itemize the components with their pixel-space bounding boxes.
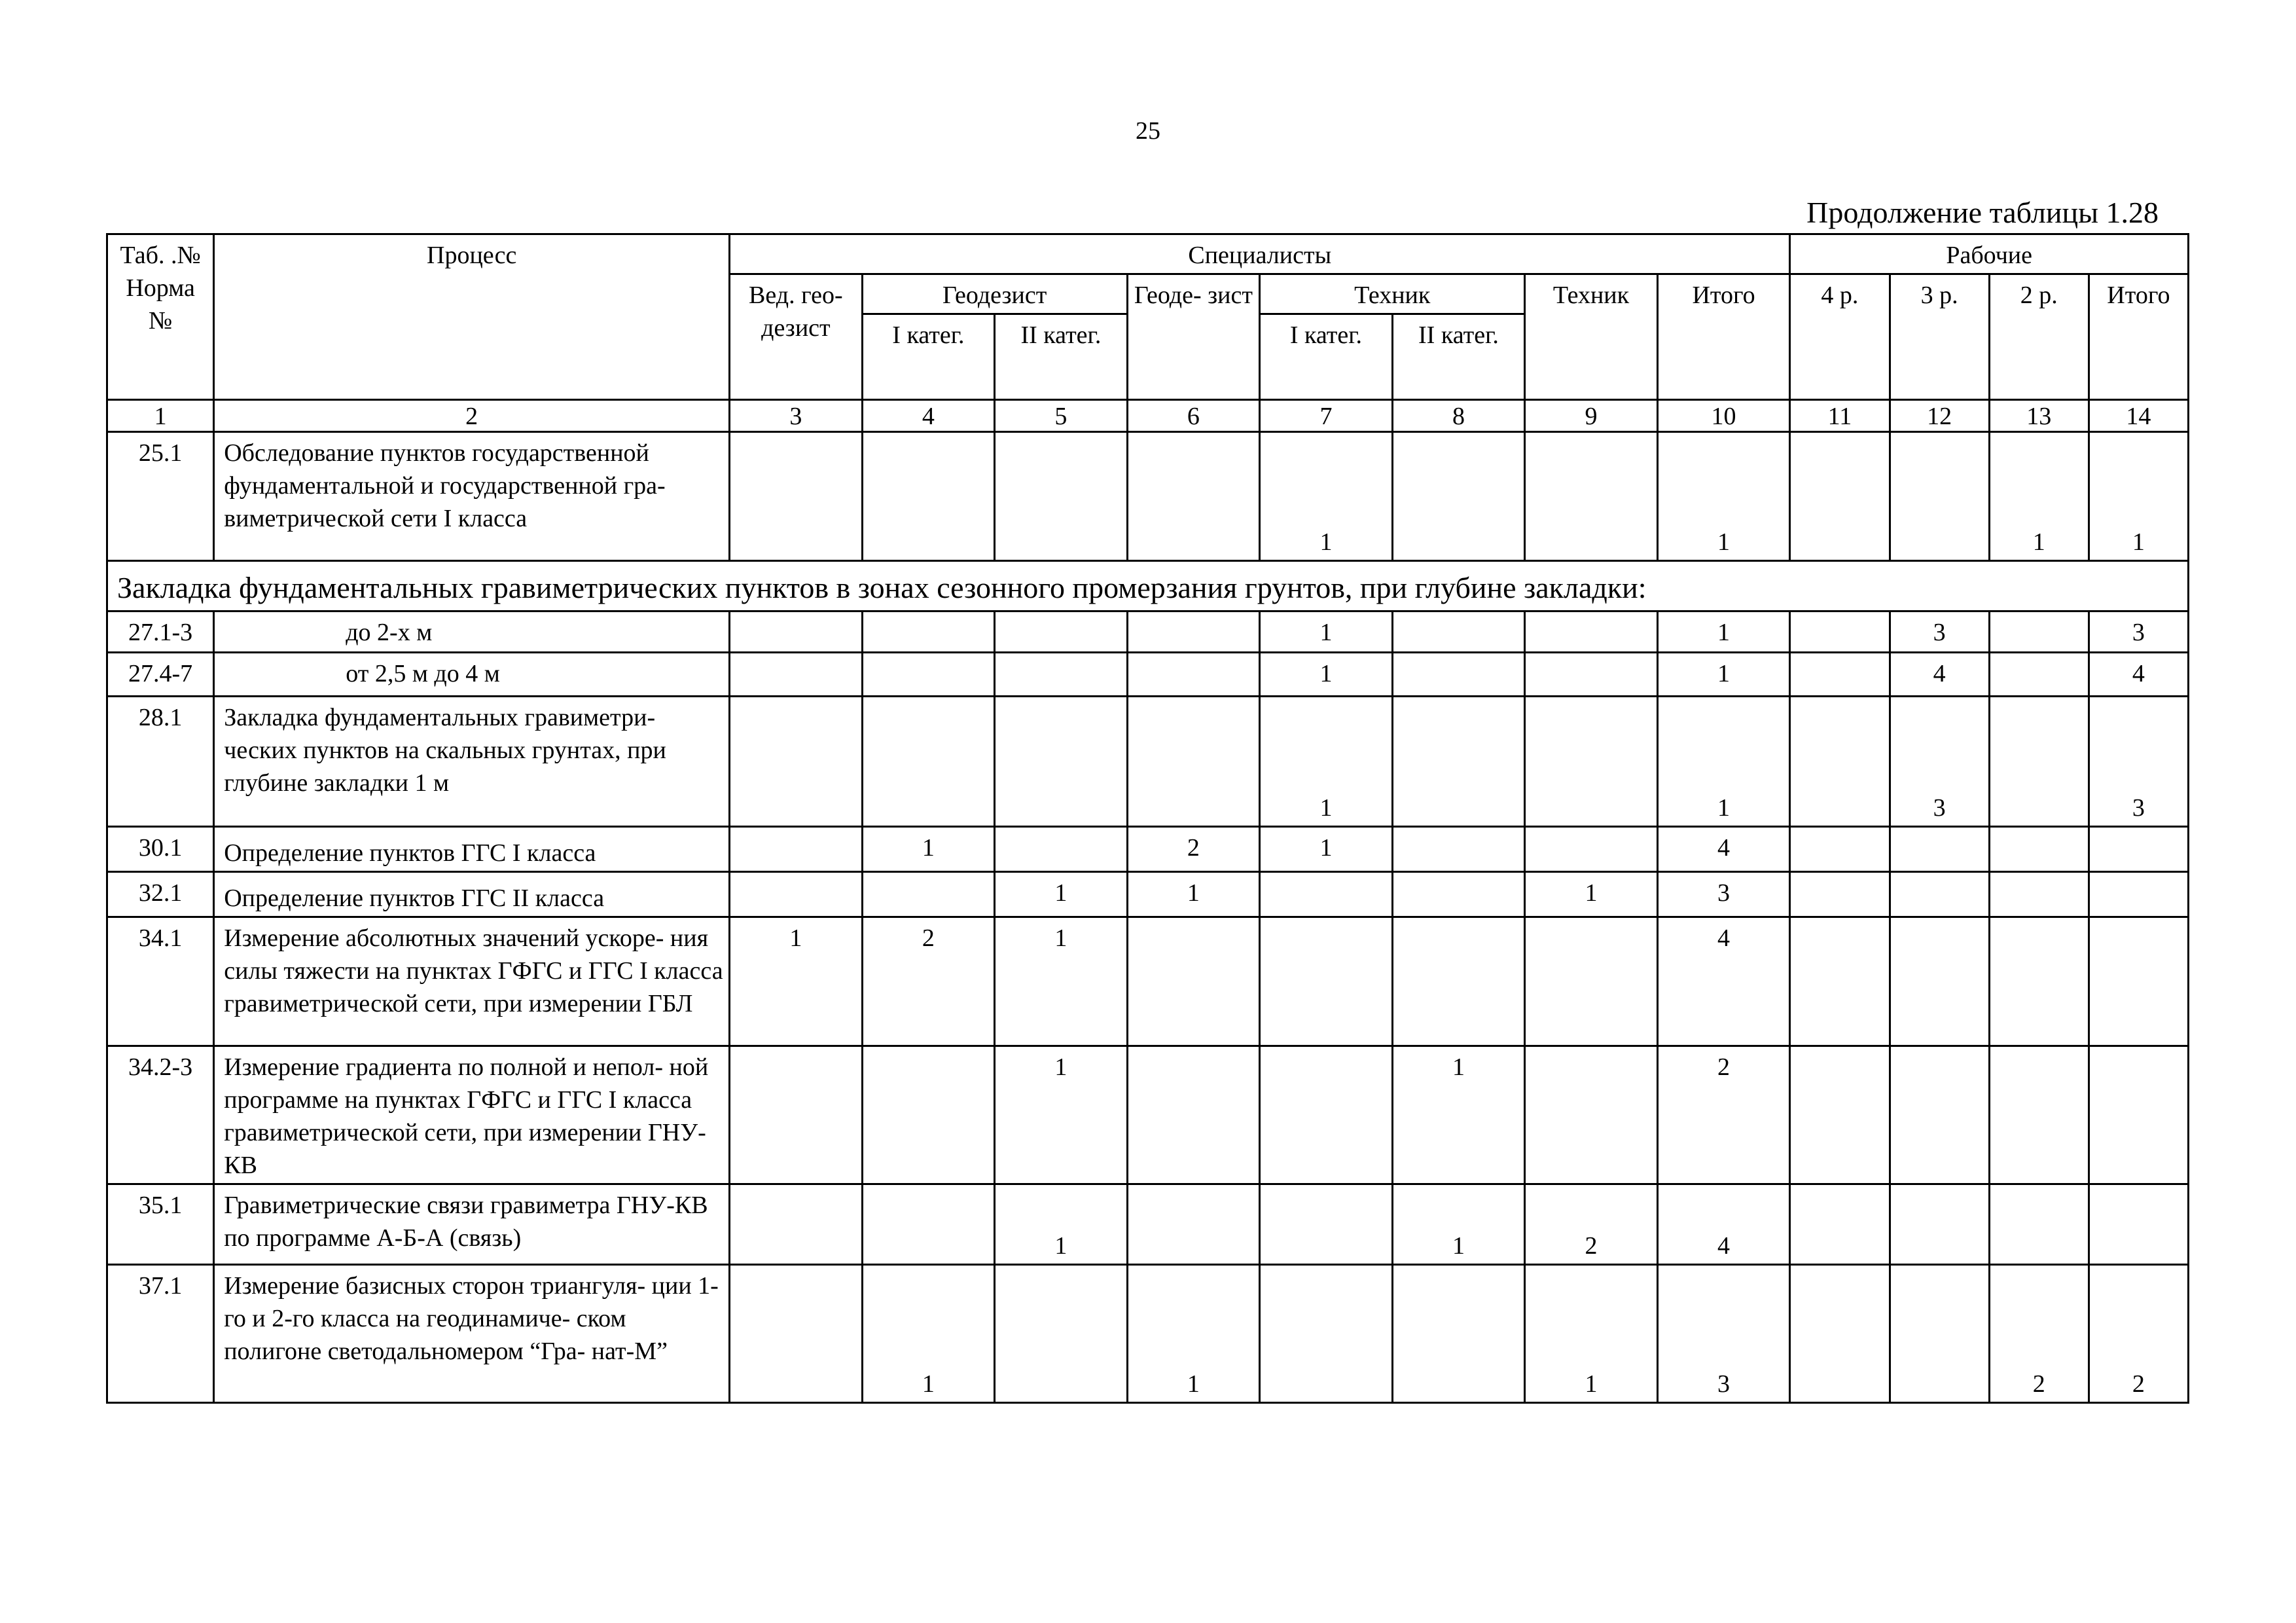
cell	[730, 697, 863, 827]
cell	[995, 697, 1128, 827]
process-text: Измерение базисных сторон триангуля- ции 1-го и 2-го класса на геодинамиче- ском полигоне светодальномером “Гра- нат-М”	[214, 1265, 730, 1403]
table-row	[107, 432, 2189, 561]
cell	[730, 1184, 863, 1265]
cell	[1392, 432, 1525, 561]
cell	[1127, 697, 1260, 827]
header-specialists-total: Итого	[1657, 274, 1790, 400]
cell: 1	[2089, 432, 2188, 561]
cell: 1	[1657, 611, 1790, 653]
cell	[862, 1184, 995, 1265]
cell	[1260, 1265, 1393, 1403]
cell: 2	[862, 917, 995, 1046]
header-geodesist-cat1: I катег.	[862, 314, 995, 400]
col-num: 9	[1525, 400, 1658, 432]
group-title-row	[107, 561, 2189, 611]
header-technician-cat2: II катег.	[1392, 314, 1525, 400]
norm-number: 34.2-3	[107, 1046, 214, 1184]
cell	[1127, 1184, 1260, 1265]
cell	[1260, 1184, 1393, 1265]
cell	[1989, 1184, 2089, 1265]
cell	[730, 827, 863, 872]
cell	[730, 653, 863, 697]
cell	[1260, 872, 1393, 917]
header-process: Процесс	[214, 234, 730, 400]
header-lead-geodesist: Вед. гео- дезист	[730, 274, 863, 400]
cell	[2089, 917, 2188, 1046]
col-num: 8	[1392, 400, 1525, 432]
cell: 2	[1989, 1265, 2089, 1403]
cell: 1	[1525, 872, 1658, 917]
cell	[1790, 653, 1890, 697]
cell	[995, 827, 1128, 872]
norm-number: 34.1	[107, 917, 214, 1046]
norm-number: 30.1	[107, 827, 214, 872]
cell: 1	[1127, 1265, 1260, 1403]
cell: 2	[1525, 1184, 1658, 1265]
table-row	[107, 917, 2189, 1046]
cell	[862, 432, 995, 561]
table-row	[107, 827, 2189, 872]
cell: 4	[2089, 653, 2188, 697]
cell: 1	[995, 917, 1128, 1046]
cell	[1790, 1184, 1890, 1265]
cell: 3	[1657, 872, 1790, 917]
cell	[1392, 653, 1525, 697]
cell	[1525, 827, 1658, 872]
cell: 1	[862, 1265, 995, 1403]
header-row-1	[107, 234, 2189, 274]
process-text: Определение пунктов ГГС I класса	[214, 827, 730, 872]
cell	[1127, 653, 1260, 697]
cell: 2	[2089, 1265, 2188, 1403]
cell	[1790, 611, 1890, 653]
cell: 4	[1657, 917, 1790, 1046]
cell: 1	[995, 1184, 1128, 1265]
header-worker-4: 4 р.	[1790, 274, 1890, 400]
cell: 1	[995, 1046, 1128, 1184]
cell	[1127, 917, 1260, 1046]
col-num: 6	[1127, 400, 1260, 432]
cell	[730, 872, 863, 917]
cell: 1	[1989, 432, 2089, 561]
cell	[1260, 1046, 1393, 1184]
cell	[1392, 1265, 1525, 1403]
cell	[1890, 1265, 1989, 1403]
header-worker-3: 3 р.	[1890, 274, 1989, 400]
cell: 3	[1890, 697, 1989, 827]
cell: 4	[1657, 1184, 1790, 1265]
cell: 1	[1260, 827, 1393, 872]
table-row	[107, 697, 2189, 827]
norm-number: 32.1	[107, 872, 214, 917]
cell	[1890, 432, 1989, 561]
cell	[1890, 917, 1989, 1046]
cell	[995, 611, 1128, 653]
norm-number: 27.4-7	[107, 653, 214, 697]
cell	[2089, 1184, 2188, 1265]
process-text: Обследование пунктов государственной фундаментальной и государственной гра- виметрической сети I класса	[214, 432, 730, 561]
table-row	[107, 1184, 2189, 1265]
cell: 1	[1260, 697, 1393, 827]
cell	[1127, 432, 1260, 561]
header-technician: Техник	[1260, 274, 1525, 314]
cell	[862, 697, 995, 827]
cell	[862, 611, 995, 653]
header-geodesist-plain: Геоде- зист	[1127, 274, 1260, 400]
norm-number: 37.1	[107, 1265, 214, 1403]
cell	[1890, 1046, 1989, 1184]
norm-number: 25.1	[107, 432, 214, 561]
cell	[1890, 827, 1989, 872]
process-text: Определение пунктов ГГС II класса	[214, 872, 730, 917]
cell: 1	[1127, 872, 1260, 917]
cell: 1	[862, 827, 995, 872]
cell: 3	[1657, 1265, 1790, 1403]
header-geodesist: Геодезист	[862, 274, 1127, 314]
header-workers-total: Итого	[2089, 274, 2188, 400]
cell	[1989, 917, 2089, 1046]
col-num: 7	[1260, 400, 1393, 432]
col-num: 14	[2089, 400, 2188, 432]
table-row	[107, 611, 2189, 653]
cell	[1790, 827, 1890, 872]
cell	[1525, 653, 1658, 697]
col-num: 11	[1790, 400, 1890, 432]
col-num: 5	[995, 400, 1128, 432]
process-text: Измерение градиента по полной и непол- ной программе на пунктах ГФГС и ГГС I класса гравиметрической сети, при измерении ГНУ-КВ	[214, 1046, 730, 1184]
page-number: 25	[1136, 117, 1160, 145]
cell	[1890, 1184, 1989, 1265]
cell	[1525, 1046, 1658, 1184]
cell	[730, 1265, 863, 1403]
cell: 4	[1890, 653, 1989, 697]
cell	[1525, 611, 1658, 653]
cell	[1890, 872, 1989, 917]
header-technician-plain: Техник	[1525, 274, 1658, 400]
cell	[1790, 917, 1890, 1046]
norm-number: 28.1	[107, 697, 214, 827]
cell	[1790, 872, 1890, 917]
cell	[995, 653, 1128, 697]
cell	[2089, 872, 2188, 917]
col-num: 13	[1989, 400, 2089, 432]
cell: 4	[1657, 827, 1790, 872]
cell: 1	[1392, 1184, 1525, 1265]
cell	[1392, 827, 1525, 872]
cell	[1989, 872, 2089, 917]
cell: 2	[1127, 827, 1260, 872]
cell	[862, 1046, 995, 1184]
cell	[1989, 827, 2089, 872]
table-row	[107, 1265, 2189, 1403]
norms-table	[106, 233, 2189, 1404]
cell	[730, 432, 863, 561]
cell	[1989, 1046, 2089, 1184]
cell	[995, 432, 1128, 561]
col-num: 12	[1890, 400, 1989, 432]
cell: 2	[1657, 1046, 1790, 1184]
cell: 1	[1260, 653, 1393, 697]
cell	[1392, 872, 1525, 917]
cell	[1392, 917, 1525, 1046]
col-num: 2	[214, 400, 730, 432]
cell: 1	[1525, 1265, 1658, 1403]
cell: 1	[1657, 432, 1790, 561]
header-specialists: Специалисты	[730, 234, 1790, 274]
cell: 3	[2089, 697, 2188, 827]
table-caption: Продолжение таблицы 1.28	[1806, 196, 2159, 229]
cell	[1790, 432, 1890, 561]
cell	[1790, 1265, 1890, 1403]
cell: 1	[1657, 653, 1790, 697]
process-text: от 2,5 м до 4 м	[214, 653, 730, 697]
cell	[1260, 917, 1393, 1046]
cell	[1127, 611, 1260, 653]
cell	[1989, 697, 2089, 827]
header-technician-cat1: I катег.	[1260, 314, 1393, 400]
cell	[1525, 697, 1658, 827]
table-row	[107, 1046, 2189, 1184]
header-worker-2: 2 р.	[1989, 274, 2089, 400]
cell	[1989, 653, 2089, 697]
norm-number: 27.1-3	[107, 611, 214, 653]
cell: 1	[730, 917, 863, 1046]
cell: 1	[1392, 1046, 1525, 1184]
cell	[862, 872, 995, 917]
col-num: 3	[730, 400, 863, 432]
process-text: Закладка фундаментальных гравиметри- ческих пунктов на скальных грунтах, при глубине закладки 1 м	[214, 697, 730, 827]
header-geodesist-cat2: II катег.	[995, 314, 1128, 400]
header-workers: Рабочие	[1790, 234, 2189, 274]
cell	[2089, 827, 2188, 872]
cell: 1	[1260, 432, 1393, 561]
cell: 1	[1260, 611, 1393, 653]
column-number-row	[107, 400, 2189, 432]
cell	[862, 653, 995, 697]
header-tab-no: Таб. .№ Норма №	[107, 234, 214, 400]
process-text: Гравиметрические связи гравиметра ГНУ-КВ по программе А-Б-А (связь)	[214, 1184, 730, 1265]
cell	[730, 1046, 863, 1184]
cell: 3	[2089, 611, 2188, 653]
norm-number: 35.1	[107, 1184, 214, 1265]
process-text: Измерение абсолютных значений ускоре- ния силы тяжести на пунктах ГФГС и ГГС I класса гравиметрической сети, при измерении ГБЛ	[214, 917, 730, 1046]
cell	[1392, 697, 1525, 827]
process-text: до 2-х м	[214, 611, 730, 653]
cell	[730, 611, 863, 653]
cell	[1790, 1046, 1890, 1184]
cell	[1525, 917, 1658, 1046]
col-num: 10	[1657, 400, 1790, 432]
cell	[2089, 1046, 2188, 1184]
group-title: Закладка фундаментальных гравиметрических пунктов в зонах сезонного промерзания грунтов, при глубине закладки:	[107, 561, 2189, 611]
cell	[1127, 1046, 1260, 1184]
cell: 1	[995, 872, 1128, 917]
cell	[1790, 697, 1890, 827]
cell	[1525, 432, 1658, 561]
cell	[995, 1265, 1128, 1403]
cell: 3	[1890, 611, 1989, 653]
col-num: 4	[862, 400, 995, 432]
cell	[1392, 611, 1525, 653]
table-row	[107, 872, 2189, 917]
cell	[1989, 611, 2089, 653]
table-row	[107, 653, 2189, 697]
col-num: 1	[107, 400, 214, 432]
cell: 1	[1657, 697, 1790, 827]
